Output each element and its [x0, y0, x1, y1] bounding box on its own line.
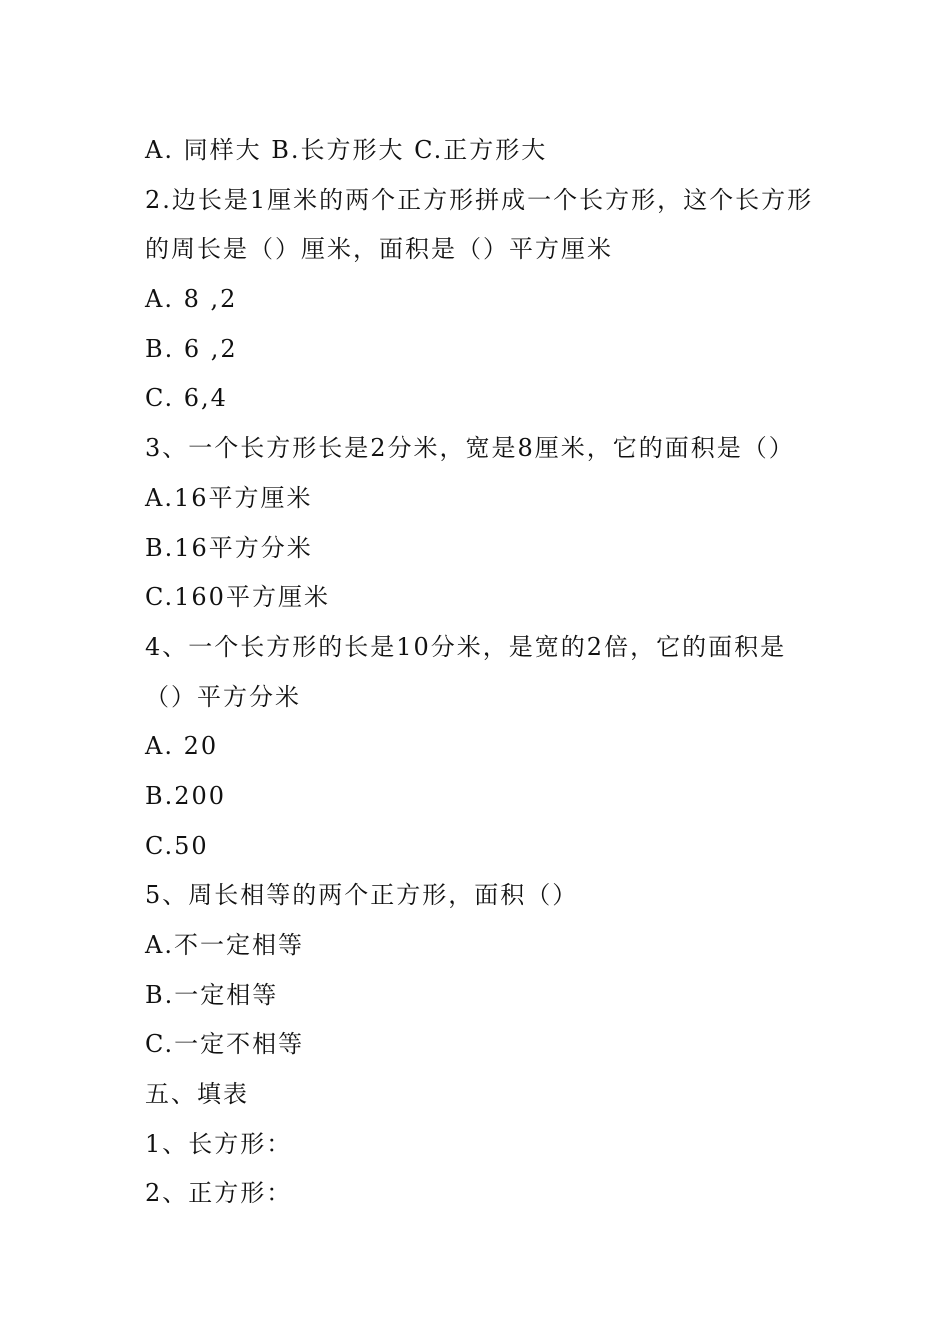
q4-option-c: C.50 [145, 831, 209, 860]
q2-question-line-2: 的周长是（）厘米，面积是（）平方厘米 [145, 235, 613, 264]
q1-options: A. 同样大 B.长方形大 C.正方形大 [145, 136, 548, 164]
q5-option-b: B.一定相等 [145, 980, 279, 1009]
q3-question: 3、一个长方形长是2分米，宽是8厘米，它的面积是（） [145, 434, 795, 463]
q4-option-a: A. 20 [145, 732, 219, 761]
q4-question-line-2: （）平方分米 [145, 682, 301, 711]
table-item-square: 2、正方形： [145, 1179, 293, 1208]
q4-question-line-1: 4、一个长方形的长是10分米，是宽的2倍，它的面积是 [145, 632, 787, 661]
q2-option-b: B. 6 ,2 [145, 334, 238, 363]
q3-option-c: C.160平方厘米 [145, 583, 330, 612]
q5-question: 5、周长相等的两个正方形，面积（） [145, 881, 579, 910]
q5-option-c: C.一定不相等 [145, 1030, 305, 1059]
table-item-rectangle: 1、长方形： [145, 1129, 293, 1158]
section-heading: 五、填表 [145, 1080, 249, 1109]
q5-option-a: A.不一定相等 [145, 931, 304, 959]
q2-option-a: A. 8 ,2 [145, 285, 238, 314]
q3-option-a: A.16平方厘米 [145, 483, 313, 512]
q3-option-b: B.16平方分米 [145, 533, 313, 562]
q2-option-c: C. 6,4 [145, 384, 228, 413]
q2-question-line-1: 2.边长是1厘米的两个正方形拼成一个长方形，这个长方形 [145, 185, 814, 214]
q4-option-b: B.200 [145, 781, 227, 810]
document-body [145, 126, 835, 1219]
